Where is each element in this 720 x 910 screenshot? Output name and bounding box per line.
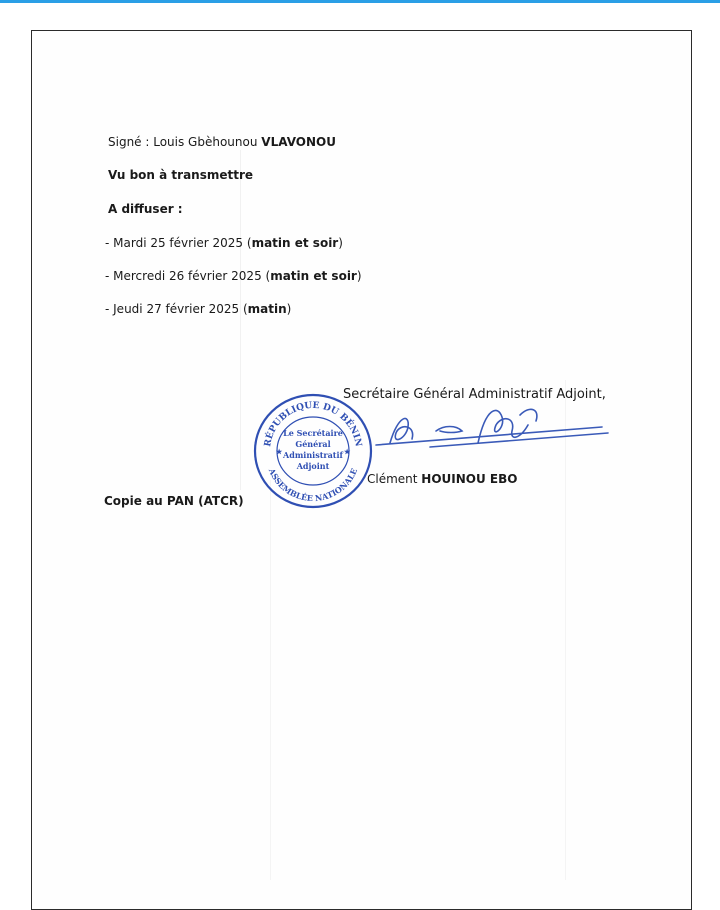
seal-center-line: Le Secrétaire (283, 428, 343, 438)
seal-center-line: Administratif (283, 450, 343, 460)
schedule-item: - Mercredi 26 février 2025 (matin et soir) (105, 269, 362, 283)
seal-ring-top: RÉPUBLIQUE DU BÉNIN (263, 400, 363, 448)
top-accent-bar (0, 0, 720, 3)
broadcast-schedule (105, 236, 362, 335)
signed-name: VLAVONOU (261, 135, 336, 149)
paper-crease (270, 480, 271, 880)
diffuse-label: A diffuser : (108, 202, 183, 216)
copy-notice: Copie au PAN (ATCR) (104, 494, 244, 508)
seal-star-icon: ★ (276, 447, 283, 456)
signed-line (108, 135, 336, 149)
seal-center-line: Général (295, 439, 331, 449)
signatory-last-name: HOUINOU EBO (421, 472, 518, 486)
paper-crease (565, 380, 566, 880)
handwritten-signature (370, 395, 610, 455)
schedule-item: - Mardi 25 février 2025 (matin et soir) (105, 236, 343, 250)
official-seal (252, 392, 374, 510)
visa-line: Vu bon à transmettre (108, 168, 254, 182)
signatory-name (367, 472, 517, 486)
seal-ring-bottom: ASSEMBLÉE NATIONALE (266, 466, 360, 504)
signatory-first-name: Clément (367, 472, 422, 486)
schedule-item: - Jeudi 27 février 2025 (matin) (105, 302, 292, 316)
seal-center-line: Adjoint (296, 461, 330, 471)
signatory-title: Secrétaire Général Administratif Adjoint, (343, 387, 606, 402)
seal-star-icon: ★ (344, 447, 351, 456)
signed-prefix: Signé : Louis Gbèhounou (108, 135, 262, 149)
